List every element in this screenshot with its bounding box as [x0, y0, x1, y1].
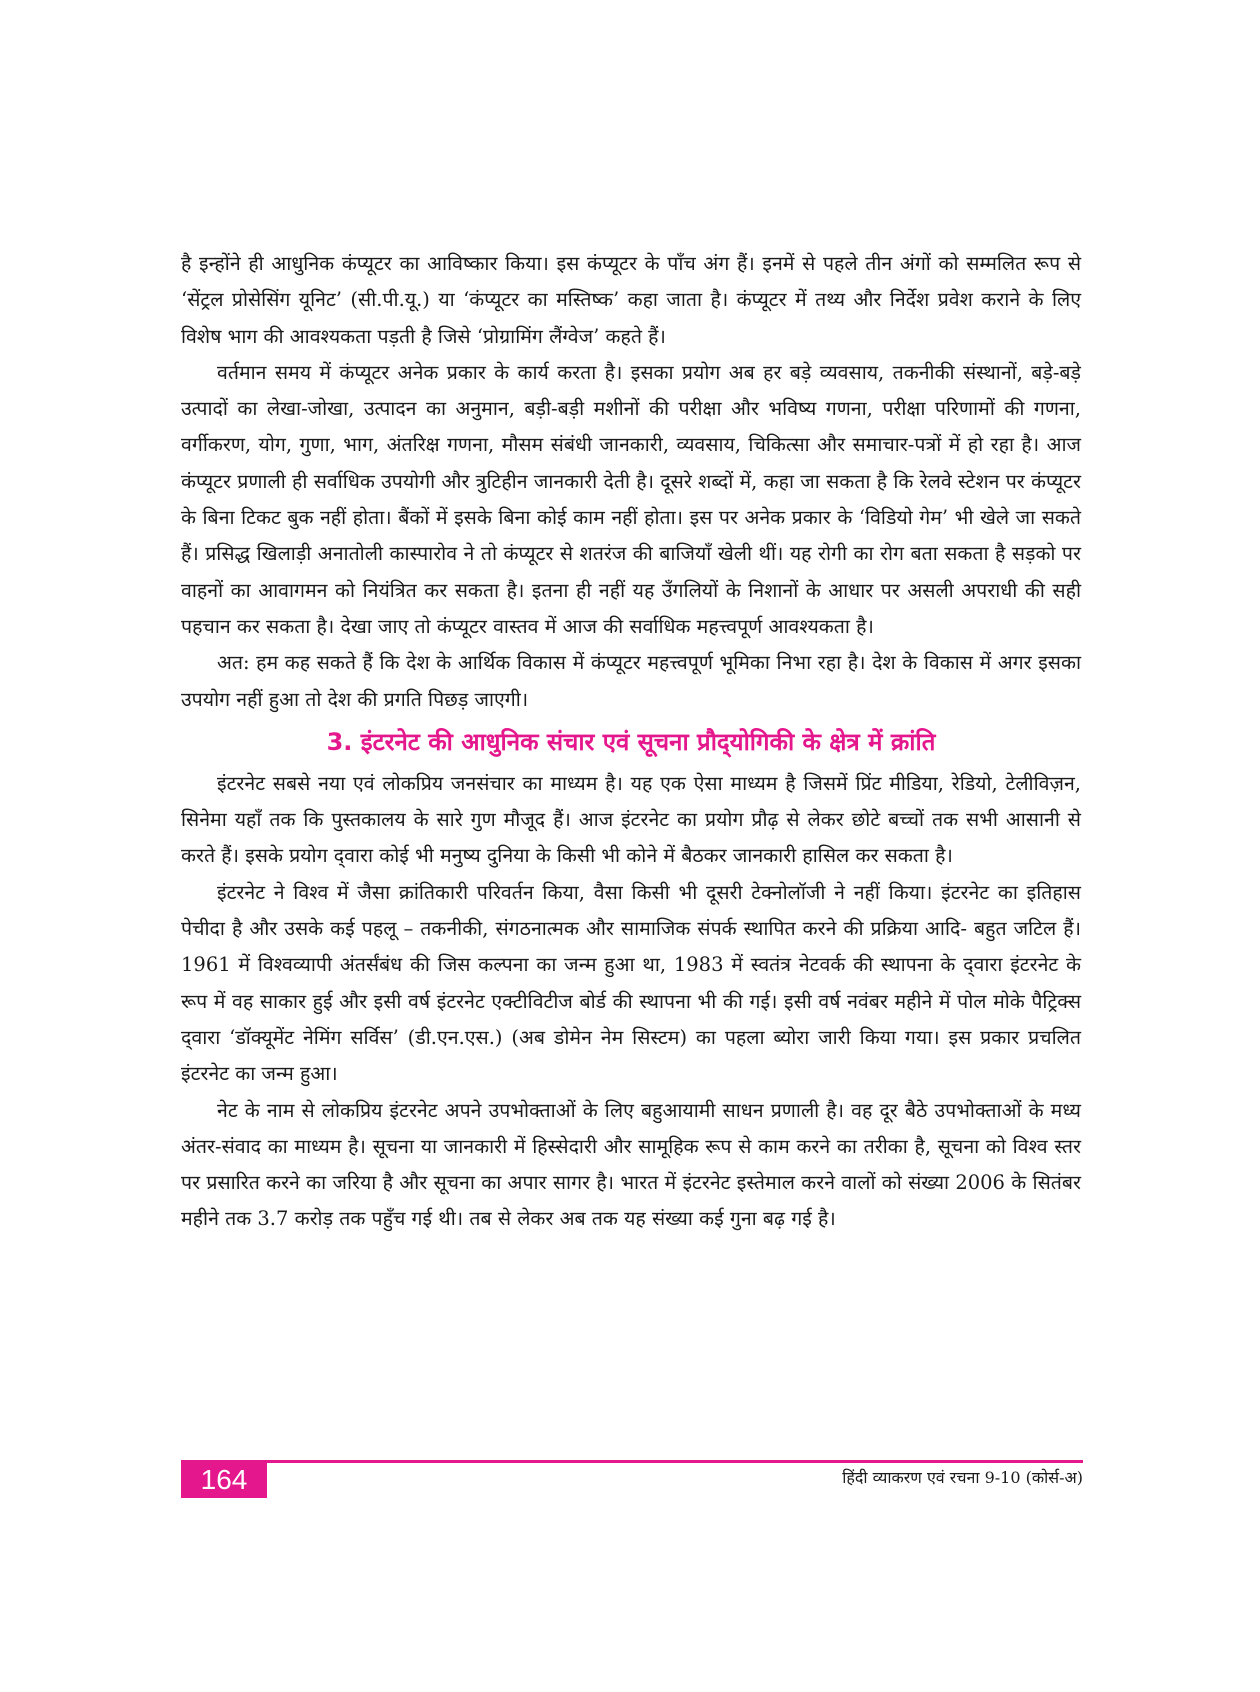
- paragraph-internet-intro: इंटरनेट सबसे नया एवं लोकप्रिय जनसंचार का माध्यम है। यह एक ऐसा माध्यम है जिसमें प्रिंट मीडिया, रेडियो, टेलीविज़न, सिनेमा यहाँ तक कि पुस्तकालय के सारे गुण मौजूद हैं। आज इंटरनेट का प्रयोग प्रौढ़ से लेकर छोटे बच्चों तक सभी आसानी से करते हैं। इसके प्रयोग द्‍वारा कोई भी मनुष्य दुनिया के किसी भी कोने में बैठकर जानकारी हासिल कर सकता है।: [181, 771, 1081, 868]
- book-title: हिंदी व्याकरण एवं रचना 9-10 (कोर्स-अ): [842, 1468, 1083, 1487]
- page-number: 164: [181, 1462, 267, 1498]
- page-content: [181, 246, 1081, 1238]
- paragraph-computer-parts: है इन्होंने ही आधुनिक कंप्यूटर का आविष्कार किया। इस कंप्यूटर के पाँच अंग हैं। इनमें से पहले तीन अंगों को सम्मलित रूप से ‘सेंट्रल प्रोसेसिंग यूनिट’ (सी.पी.यू.) या ‘कंप्यूटर का मस्तिष्क’ कहा जाता है। कंप्यूटर में तथ्य और निर्देश प्रवेश कराने के लिए विशेष भाग की आवश्यकता पड़ती है जिसे ‘प्रोग्रामिंग लैंग्वेज’ कहते हैं।: [181, 252, 1082, 348]
- paragraph-computer-uses: वर्तमान समय में कंप्यूटर अनेक प्रकार के कार्य करता है। इसका प्रयोग अब हर बड़े व्यवसाय, तकनीकी संस्थानों, बड़े-बड़े उत्पादों का लेखा-जोखा, उत्पादन का अनुमान, बड़ी-बड़ी मशीनों की परीक्षा और भविष्य गणना, परीक्षा परिणामों की गणना, वर्गीकरण, योग, गुणा, भाग, अंतरिक्ष गणना, मौसम संबंधी जानकारी, व्यवसाय, चिकित्सा और समाचार-पत्रों में हो रहा है। आज कंप्यूटर प्रणाली ही सर्वाधिक उपयोगी और त्रुटिहीन जानकारी देती है। दूसरे शब्दों में, कहा जा सकता है कि रेलवे स्टेशन पर कंप्यूटर के बिना टिकट बुक नहीं होता। बैंकों में इसके बिना कोई काम नहीं होता। इस पर अनेक प्रकार के ‘विडियो गेम’ भी खेले जा सकते हैं। प्रसिद्ध खिलाड़ी अनातोली कास्पारोव ने तो कंप्यूटर से शतरंज की बाजियाँ खेली थीं। यह रोगी का रोग बता सकता है सड़को पर वाहनों का आवागमन को नियंत्रित कर सकता है। इतना ही नहीं यह उँगलियों के निशानों के आधार पर असली अपराधी की सही पहचान कर सकता है। देखा जाए तो कंप्यूटर वास्तव में आज की सर्वाधिक महत्त्वपूर्ण आवश्यकता है।: [181, 360, 1081, 638]
- paragraph-conclusion: अत: हम कह सकते हैं कि देश के आर्थिक विकास में कंप्यूटर महत्त्वपूर्ण भूमिका निभा रहा है। देश के विकास में अगर इसका उपयोग नहीं हुआ तो देश की प्रगति पिछड़ जाएगी।: [181, 651, 1081, 711]
- paragraph-internet-history: इंटरनेट ने विश्व में जैसा क्रांतिकारी परिवर्तन किया, वैसा किसी भी दूसरी टेक्नोलॉजी ने नहीं किया। इंटरनेट का इतिहास पेचीदा है और उसके कई पहलू – तकनीकी, संगठनात्मक और सामाजिक संपर्क स्थापित करने की प्रक्रिया आदि- बहुत जटिल हैं। 1961 में विश्वव्यापी अंतर्संबंध की जिस कल्पना का जन्म हुआ था, 1983 में स्वतंत्र नेटवर्क की स्थापना के द्‍वारा इंटरनेट के रूप में वह साकार हुई और इसी वर्ष इंटरनेट एक्टीविटीज बोर्ड की स्थापना भी की गई। इसी वर्ष नवंबर महीने में पोल मोके पैट्रिक्स द्‍वारा ‘डॉक्यूमेंट नेमिंग सर्विस’ (डी.एन.एस.) (अब डोमेन नेम सिस्टम) का पहला ब्योरा जारी किया गया। इस प्रकार प्रचलित इंटरनेट का जन्म हुआ।: [181, 880, 1081, 1086]
- section-heading: 3. इंटरनेट की आधुनिक संचार एवं सूचना प्रौद्‍योगिकी के क्षेत्र में क्रांति: [326, 727, 936, 756]
- footer-divider: [181, 1460, 1083, 1463]
- paragraph-internet-users: नेट के नाम से लोकप्रिय इंटरनेट अपने उपभोक्ताओं के लिए बहुआयामी साधन प्रणाली है। वह दूर बैठे उपभोक्ताओं के मध्य अंतर-संवाद का माध्यम है। सूचना या जानकारी में हिस्सेदारी और सामूहिक रूप से काम करने का तरीका है, सूचना को विश्व स्तर पर प्रसारित करने का जरिया है और सूचना का अपार सागर है। भारत में इंटरनेट इस्तेमाल करने वालों को संख्या 2006 के सितंबर महीने तक 3.7 करोड़ तक पहुँच गई थी। तब से लेकर अब तक यह संख्या कई गुना बढ़ गई है।: [181, 1098, 1081, 1231]
